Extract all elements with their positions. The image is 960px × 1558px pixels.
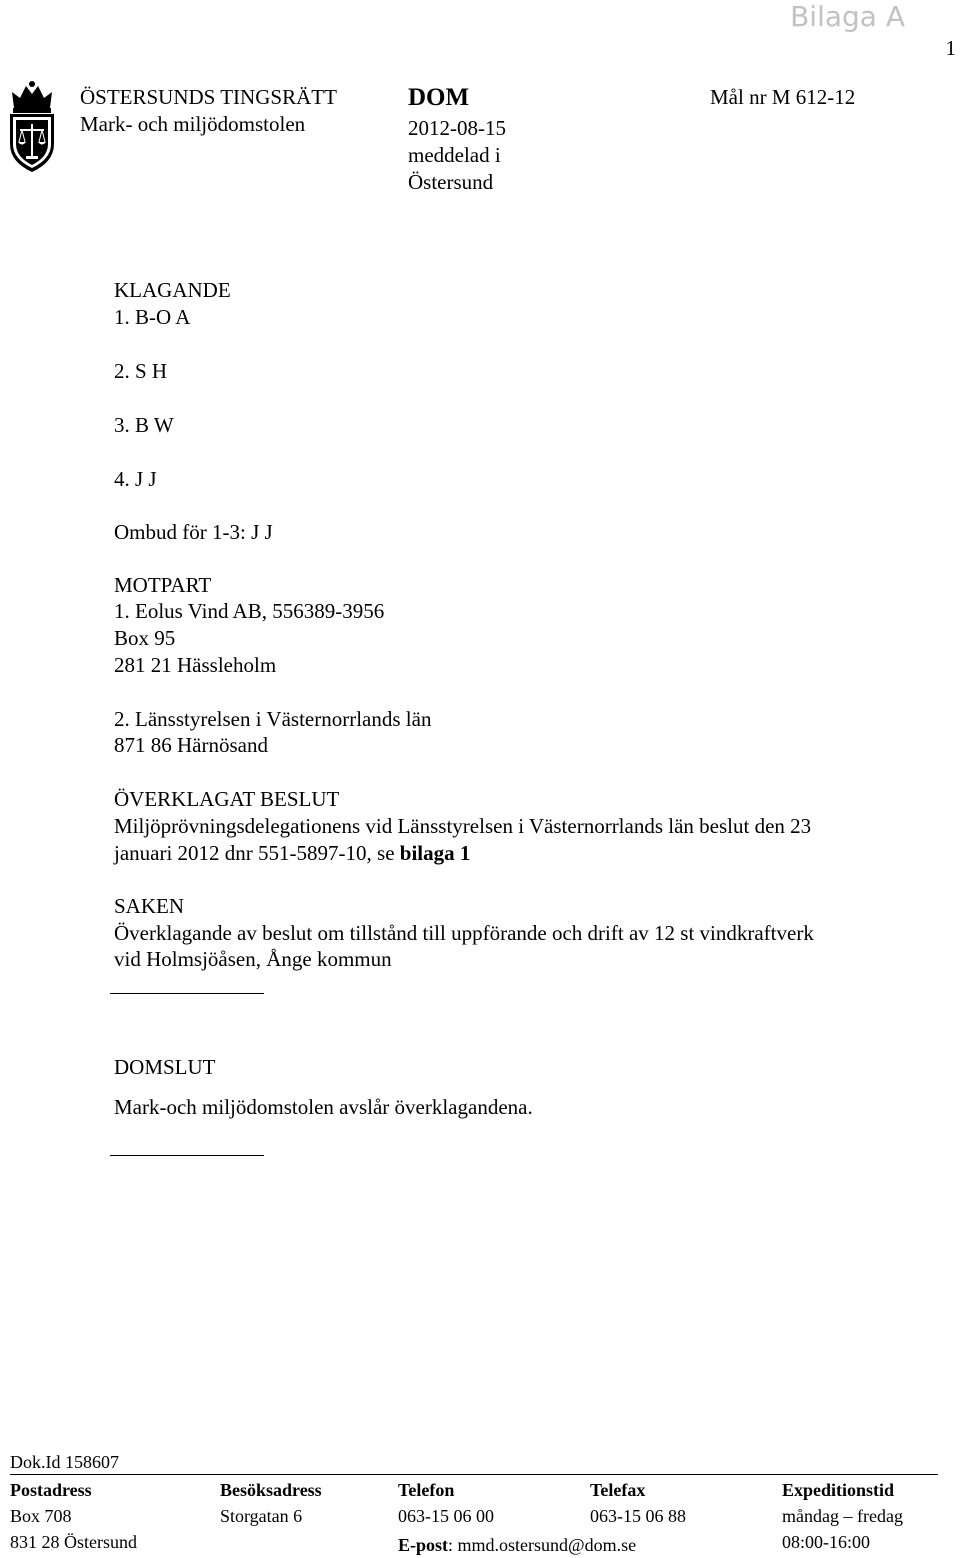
klagande-party-2: 2. S H — [114, 359, 168, 383]
email-line — [398, 1532, 636, 1558]
overklagat-line-1: Miljöprövningsdelegationens vid Länsstyrelsen i Västernorrlands län beslut den 23 — [114, 814, 812, 838]
issued-place: Östersund — [408, 170, 494, 194]
court-name: ÖSTERSUNDS TINGSRÄTT — [80, 85, 337, 109]
telefax-label: Telefax — [590, 1480, 646, 1500]
motpart-party-2-name: 2. Länsstyrelsen i Västernorrlands län — [114, 707, 432, 731]
motpart-party-1-box: Box 95 — [114, 626, 176, 650]
telefax-number: 063-15 06 88 — [590, 1506, 686, 1526]
klagande-party-1: 1. B-O A — [114, 305, 191, 329]
motpart-party-1-name: 1. Eolus Vind AB, 556389-3956 — [114, 599, 385, 623]
saken-line-2: vid Holmsjöåsen, Ånge kommun — [114, 947, 392, 971]
telefon-number: 063-15 06 00 — [398, 1506, 494, 1526]
court-division: Mark- och miljödomstolen — [80, 112, 306, 136]
expeditionstid-days: måndag – fredag — [782, 1506, 903, 1526]
motpart-party-2-city: 871 86 Härnösand — [114, 733, 268, 757]
case-number: Mål nr M 612-12 — [710, 85, 856, 109]
footer-besoksadress — [220, 1477, 322, 1529]
overklagat-heading: ÖVERKLAGAT BESLUT — [114, 787, 340, 811]
document-meta — [408, 115, 506, 196]
court-emblem-icon — [4, 78, 60, 174]
expeditionstid-hours: 08:00-16:00 — [782, 1532, 870, 1552]
klagande-party-4: 4. J J — [114, 467, 157, 491]
document-date: 2012-08-15 — [408, 116, 506, 140]
court-header — [80, 84, 337, 138]
bilaga-reference: bilaga 1 — [399, 841, 471, 865]
bilaga-watermark: Bilaga A — [790, 0, 905, 33]
overklagat-line-2-text: januari 2012 dnr 551-5897-10, se — [114, 841, 400, 865]
saken-heading: SAKEN — [114, 894, 185, 918]
email-value: : mmd.ostersund@dom.se — [448, 1535, 637, 1555]
footer-postadress — [10, 1477, 137, 1555]
footer-divider — [10, 1474, 938, 1475]
postadress-label: Postadress — [10, 1480, 92, 1500]
saken-line-1: Överklagande av beslut om tillstånd till uppförande och drift av 12 st vindkraftverk — [114, 921, 814, 945]
besoksadress-label: Besöksadress — [220, 1480, 322, 1500]
overklagat-line-2 — [114, 840, 470, 867]
postadress-line-1: Box 708 — [10, 1506, 72, 1526]
klagande-ombud: Ombud för 1-3: J J — [114, 520, 273, 544]
klagande-party-3: 3. B W — [114, 413, 174, 437]
expeditionstid-label: Expeditionstid — [782, 1480, 895, 1500]
postadress-line-2: 831 28 Östersund — [10, 1532, 137, 1552]
domslut-heading: DOMSLUT — [114, 1055, 216, 1079]
telefon-label: Telefon — [398, 1480, 455, 1500]
document-type: DOM — [408, 84, 470, 111]
email-label: E-post — [398, 1535, 449, 1555]
klagande-heading: KLAGANDE — [114, 278, 231, 302]
document-id: Dok.Id 158607 — [10, 1452, 119, 1472]
motpart-heading: MOTPART — [114, 573, 212, 597]
domslut-text: Mark-och miljödomstolen avslår överklagandena. — [114, 1095, 533, 1119]
section-divider — [110, 993, 264, 994]
page-number: 1 — [945, 36, 956, 60]
footer-telefax — [590, 1477, 686, 1529]
section-divider — [110, 1155, 264, 1156]
besoksadress-line-1: Storgatan 6 — [220, 1506, 303, 1526]
issued-label: meddelad i — [408, 143, 501, 167]
motpart-party-1-city: 281 21 Hässleholm — [114, 653, 277, 677]
footer-expeditionstid — [782, 1477, 903, 1555]
